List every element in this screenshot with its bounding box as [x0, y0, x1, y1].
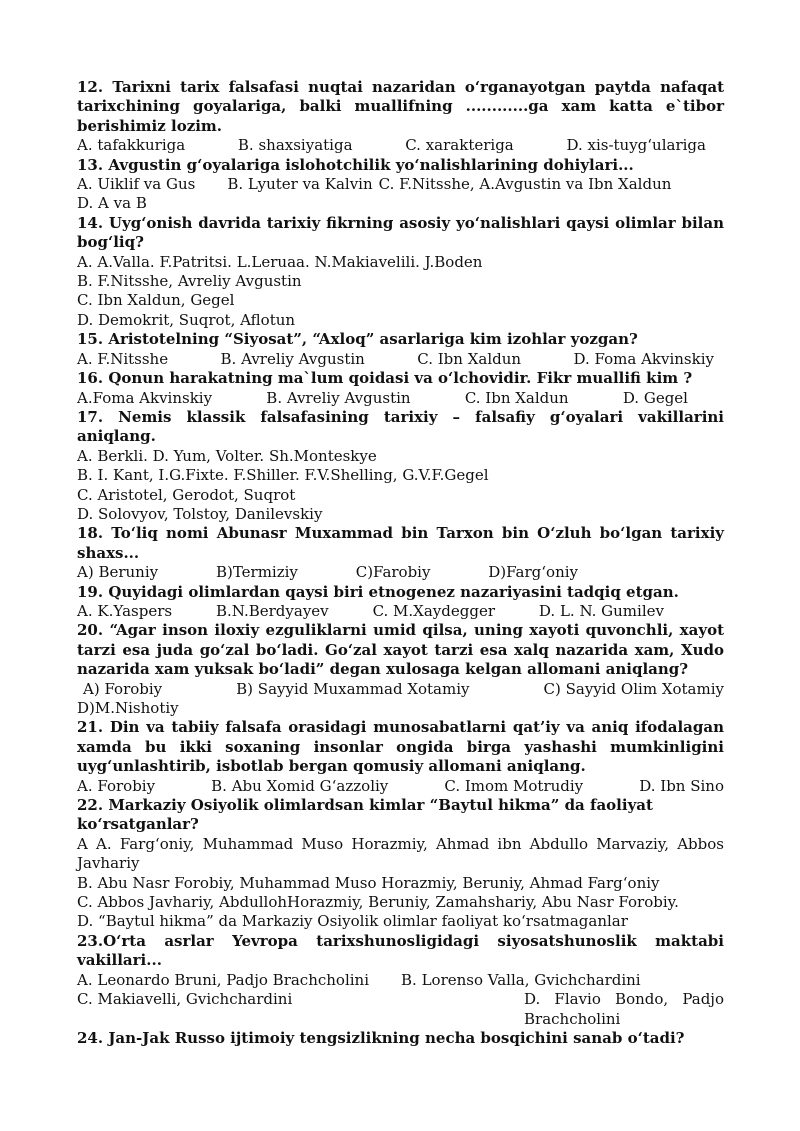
options-23-row-1	[77, 971, 724, 990]
option-a: A. Uiklif va Gus	[77, 175, 196, 194]
option-c: C. Aristotel, Gerodot, Suqrot	[77, 485, 296, 504]
option-c: C. M.Xaydegger	[372, 601, 495, 620]
option-d: D. Gegel	[622, 388, 688, 407]
option-d: D. “Baytul hikma” da Markaziy Osiyolik olimlar faoliyat ko‘rsatmaganlar	[77, 912, 628, 931]
option-c: C. Makiavelli, Gvichchardini	[77, 990, 293, 1009]
option-c: C. Ibn Xaldun	[464, 388, 569, 407]
option-a: A. Leonardo Bruni, Padjo Brachcholini	[77, 970, 370, 989]
option-c: C) Sayyid Olim Xotamiy	[543, 679, 724, 698]
option-b: B. I. Kant, I.G.Fixte. F.Shiller. F.V.Shelling, G.V.F.Gegel	[77, 466, 489, 485]
option-a: A A. Farg‘oniy, Muhammad Muso Horazmiy, Ahmad ibn Abdullo Marvaziy, Abbos Javhariy	[77, 834, 724, 873]
question-22	[77, 796, 724, 835]
option-d: D. Ibn Sino	[639, 776, 724, 795]
option-a: A. A.Valla. F.Patritsi. L.Leruaa. N.Makiavelili. J.Boden	[77, 252, 483, 271]
options-19	[77, 602, 724, 621]
option-b: B.N.Berdyayev	[216, 601, 329, 620]
option-b: B. Abu Xomid G‘azzoliy	[211, 776, 389, 795]
question-14: 14. Uyg‘onish davrida tarixiy fikrning asosiy yo‘nalishlari qaysi olimlar bilan bog‘liq?	[77, 213, 724, 252]
question-22-line-2: ko‘rsatganlar?	[77, 815, 199, 834]
question-12: 12. Tarixni tarix falsafasi nuqtai nazaridan o‘rganayotgan paytda nafaqat tarixchining goyalariga, balki muallifning ............ga xam katta e`tibor berishimiz lozim.	[77, 78, 724, 135]
option-d: D. xis-tuyg‘ulariga	[566, 136, 706, 155]
option-d: D)M.Nishotiy	[77, 699, 179, 717]
option-c: C. Imom Motrudiy	[444, 776, 584, 795]
option-b: B)Termiziy	[215, 563, 298, 582]
option-a: A. K.Yaspers	[77, 601, 173, 620]
option-d: D. Foma Akvinskiy	[573, 349, 714, 368]
options-15	[77, 350, 724, 369]
option-d: D. L. N. Gumilev	[538, 601, 664, 620]
options-23-row-2	[77, 990, 724, 1029]
option-c: C. F.Nitsshe, A.Avgustin va Ibn Xaldun	[378, 175, 672, 194]
options-12	[77, 136, 724, 155]
question-15: 15. Aristotelning “Siyosat”, “Axloq” asarlariga kim izohlar yozgan?	[77, 330, 638, 349]
option-c: C. xarakteriga	[405, 136, 514, 155]
question-24: 24. Jan-Jak Russo ijtimoiy tengsizlikning necha bosqichini sanab o‘tadi?	[77, 1028, 685, 1047]
option-b: B. Abu Nasr Forobiy, Muhammad Muso Horazmiy, Beruniy, Ahmad Farg‘oniy	[77, 873, 660, 892]
question-20: 20. “Agar inson iloxiy ezguliklarni umid qilsa, uning xayoti quvonchli, xayot tarzi esa juda go‘zal bo‘ladi. Go‘zal xayot tarzi esa xalq nazarida xam, Xudo nazarida xam yuksak bo‘ladi” degan xulosaga kelgan allomani aniqlang?	[77, 621, 724, 679]
option-b: B) Sayyid Muxammad Xotamiy	[236, 679, 470, 698]
question-23: 23.O‘rta asrlar Yevropa tarixshunosligidagi siyosatshunoslik maktabi vakillari...	[77, 931, 724, 970]
question-21: 21. Din va tabiiy falsafa orasidagi munosabatlarni qat’iy va aniq ifodalagan xamda bu ikki soxaning insonlar ongida birga yashashi mumkinligini uyg‘unlashtirib, isbotlab bergan qomusiy allomani aniqlang.	[77, 718, 724, 776]
options-21	[77, 777, 724, 796]
option-b: B. Avreliy Avgustin	[220, 349, 365, 368]
question-22-line-1: 22. Markaziy Osiyolik olimlardsan kimlar “Baytul hikma” da faoliyat	[77, 796, 653, 815]
option-a: A. tafakkuriga	[77, 136, 186, 155]
option-a: A.Foma Akvinskiy	[77, 388, 213, 407]
option-b: B. F.Nitsshe, Avreliy Avgustin	[77, 272, 302, 291]
option-a: A. Forobiy	[77, 776, 156, 795]
options-13	[77, 175, 724, 194]
option-b: B. Avreliy Avgustin	[266, 388, 411, 407]
question-13: 13. Avgustin g‘oyalariga islohotchilik yo‘nalishlarining dohiylari...	[77, 155, 634, 174]
option-c: C)Farobiy	[355, 563, 431, 582]
question-19: 19. Quyidagi olimlardan qaysi biri etnogenez nazariyasini tadqiq etgan.	[77, 582, 679, 601]
options-18	[77, 563, 724, 582]
options-16	[77, 389, 724, 408]
option-b: B. Lorenso Valla, Gvichchardini	[401, 970, 641, 989]
option-b: B. Lyuter va Kalvin	[227, 175, 373, 194]
option-a: A) Forobiy	[83, 679, 163, 698]
option-c: C. Ibn Xaldun	[417, 349, 522, 368]
option-c: C. Abbos Javhariy, AbdullohHorazmiy, Beruniy, Zamahshariy, Abu Nasr Forobiy.	[77, 893, 679, 912]
question-17: 17. Nemis klassik falsafasining tarixiy – falsafiy g‘oyalari vakillarini aniqlang.	[77, 407, 724, 446]
option-d: D. Flavio Bondo, Padjo Brachcholini	[524, 990, 724, 1028]
options-20	[77, 680, 724, 699]
option-d: D. Solovyov, Tolstoy, Danilevskiy	[77, 504, 323, 523]
option-c: C. Ibn Xaldun, Gegel	[77, 291, 235, 310]
question-16: 16. Qonun harakatning ma`lum qoidasi va o‘lchovidir. Fikr muallifi kim ?	[77, 369, 693, 388]
option-a: A. F.Nitsshe	[77, 349, 169, 368]
option-a: A) Beruniy	[77, 563, 159, 582]
option-a: A. Berkli. D. Yum, Volter. Sh.Monteskye	[77, 446, 377, 465]
option-b: B. shaxsiyatiga	[237, 136, 353, 155]
option-d: D. A va B	[77, 194, 147, 213]
question-18: 18. To‘liq nomi Abunasr Muxammad bin Tarxon bin O‘zluh bo‘lgan tarixiy shaxs...	[77, 524, 724, 562]
option-d: D)Farg‘oniy	[488, 563, 578, 582]
option-d: D. Demokrit, Suqrot, Aflotun	[77, 310, 296, 329]
